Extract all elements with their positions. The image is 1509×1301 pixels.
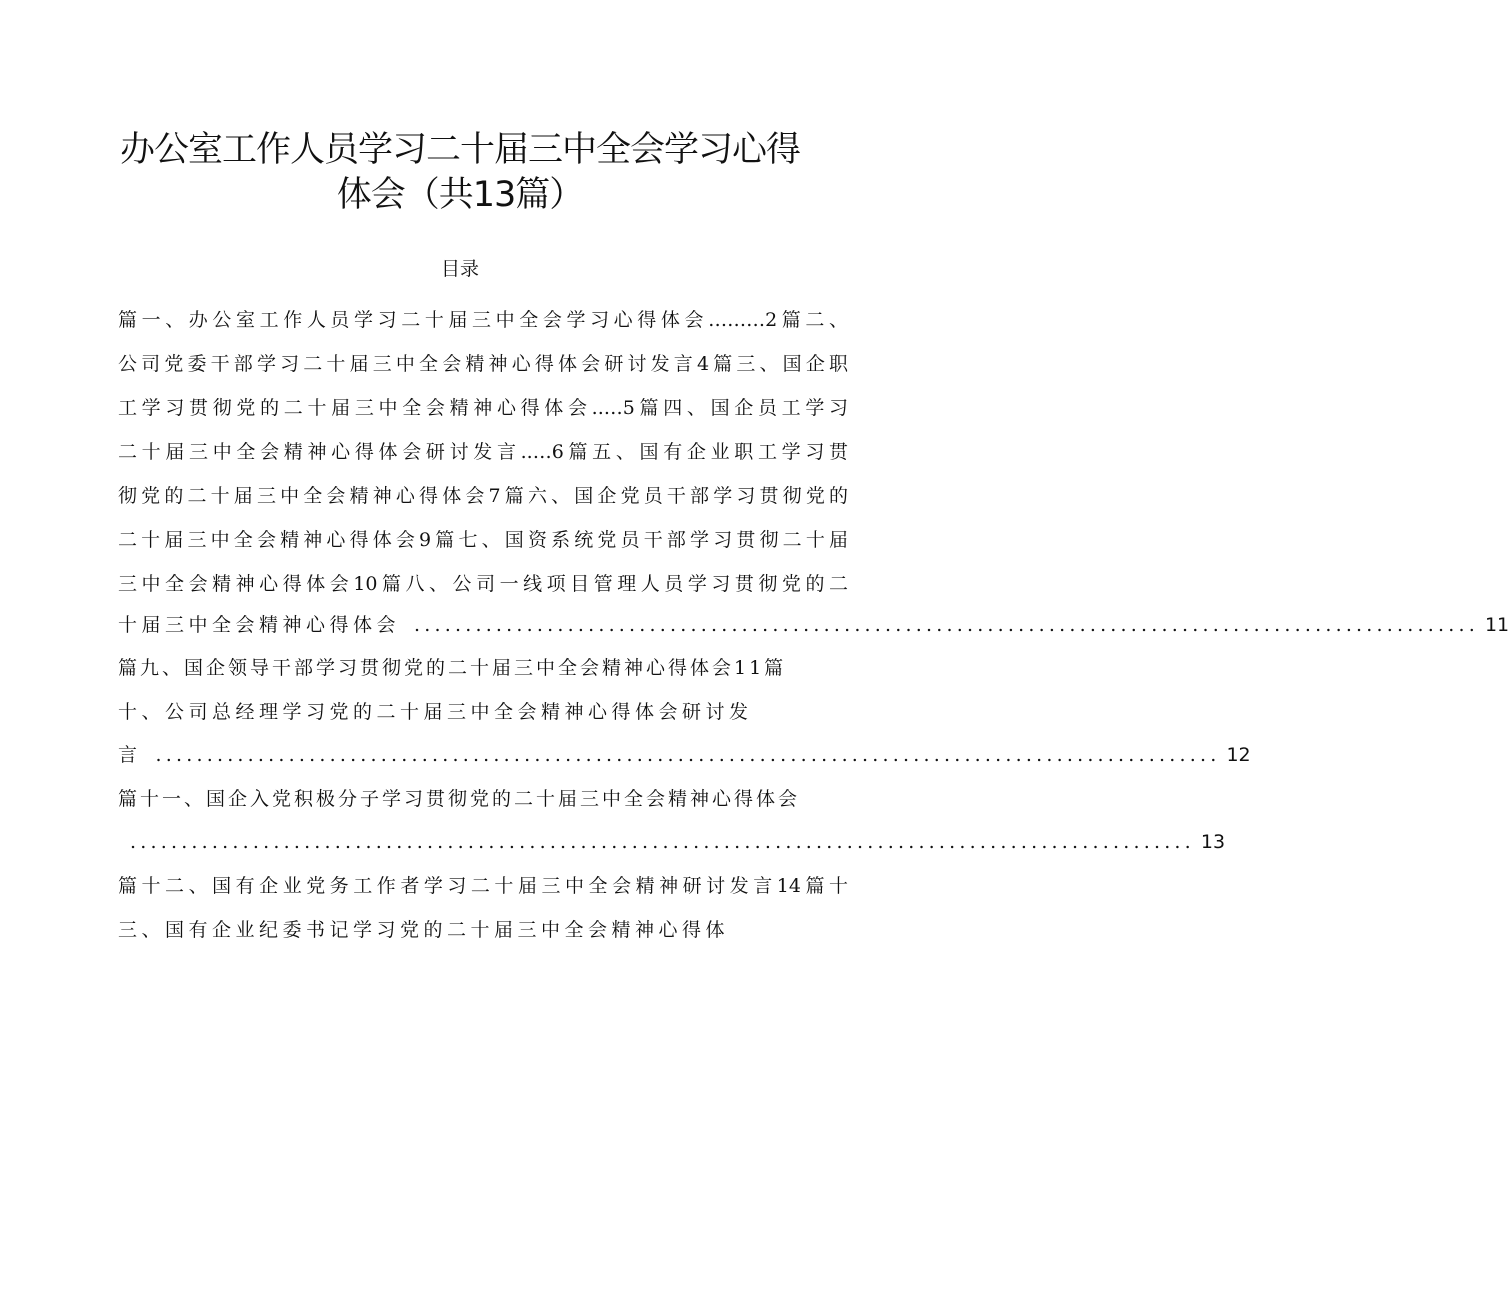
toc-line: 彻党的二十届三中全会精神心得体会7篇六、国企党员干部学习贯彻党的 <box>118 485 848 507</box>
toc-line: 篇九、国企领导干部学习贯彻党的二十届三中全会精神心得体会11篇 <box>118 657 787 679</box>
toc-line: 工学习贯彻党的二十届三中全会精神心得体会..…5篇四、国企员工学习 <box>118 397 848 419</box>
toc-line: 二十届三中全会精神心得体会研讨发言..…6篇五、国有企业职工学习贯 <box>118 441 848 463</box>
toc-entry-with-page <box>118 603 1509 647</box>
leader-dots: ........................................................................................................ <box>130 831 1195 853</box>
toc-page-number: 12 <box>1226 744 1251 766</box>
toc-line: 三、国有企业纪委书记学习党的二十届三中全会精神心得体 <box>118 919 730 941</box>
leader-dots: ........................................................................................................ <box>414 614 1479 636</box>
toc-line: 二十届三中全会精神心得体会9篇七、国资系统党员干部学习贯彻二十届 <box>118 529 848 551</box>
document-title-line2: 体会（共13篇） <box>336 175 584 215</box>
toc-line: 十、公司总经理学习党的二十届三中全会精神心得体会研讨发 <box>118 701 753 723</box>
toc-entry-text: 十届三中全会精神心得体会 <box>118 614 401 636</box>
toc-line: 篇一、办公室工作人员学习二十届三中全会学习心得体会………2篇二、 <box>118 309 848 331</box>
toc-line: 篇十一、国企入党积极分子学习贯彻党的二十届三中全会精神心得体会 <box>118 788 801 810</box>
toc-page-number: 13 <box>1200 831 1226 853</box>
toc-entry-with-page <box>118 820 1226 864</box>
toc-entry-text: 言 <box>118 744 142 766</box>
leader-dots: ........................................................................................................ <box>155 744 1221 766</box>
document-title-line1: 办公室工作人员学习二十届三中全会学习心得 <box>119 130 800 170</box>
toc-line: 三中全会精神心得体会10篇八、公司一线项目管理人员学习贯彻党的二 <box>118 573 848 595</box>
toc-line: 公司党委干部学习二十届三中全会精神心得体会研讨发言4篇三、国企职 <box>118 353 848 375</box>
toc-entry-with-page <box>118 733 1251 777</box>
toc-line: 篇十二、国有企业党务工作者学习二十届三中全会精神研讨发言14篇十 <box>118 875 848 897</box>
toc-heading: 目录 <box>440 258 479 280</box>
toc-page-number: 11 <box>1484 614 1509 636</box>
